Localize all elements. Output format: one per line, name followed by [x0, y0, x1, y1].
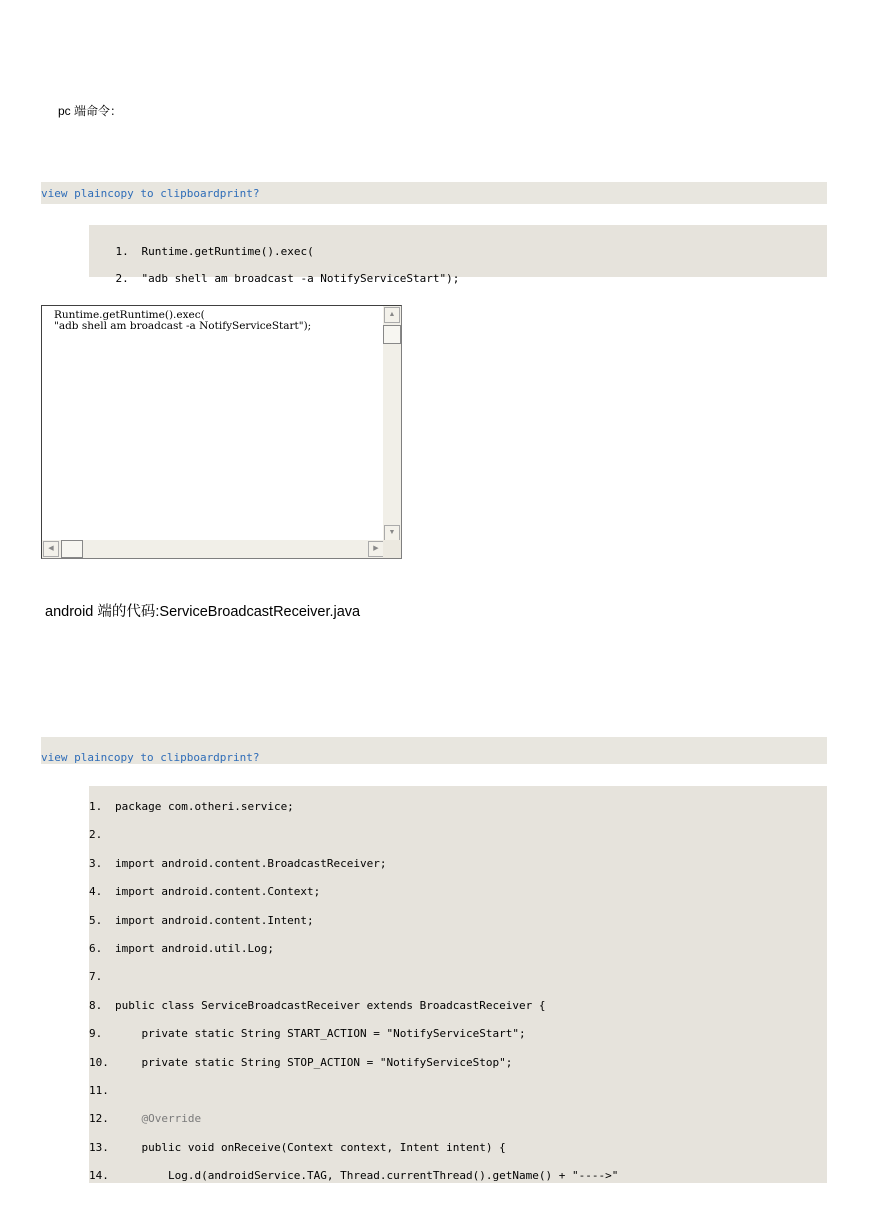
- code-line: [89, 1111, 201, 1127]
- line-text: private static String START_ACTION = "NotifyServiceStart";: [115, 1027, 526, 1041]
- line-number: 11.: [89, 1084, 109, 1097]
- vertical-scroll-thumb[interactable]: [383, 325, 401, 344]
- line-number: 14.: [89, 1169, 109, 1183]
- code-line: [89, 884, 320, 900]
- code-line: [89, 228, 314, 258]
- line-number: 5.: [89, 913, 103, 927]
- textarea-line: Runtime.getRuntime().exec(: [54, 309, 205, 321]
- scroll-up-icon[interactable]: ▲: [384, 307, 400, 323]
- vertical-scrollbar[interactable]: [383, 306, 401, 542]
- line-number: 3.: [89, 856, 103, 870]
- code-block-2: [89, 786, 827, 1183]
- line-text: "adb shell am broadcast -a NotifyServiceStart");: [141, 272, 460, 285]
- code-line: [89, 1168, 618, 1184]
- line-text: public void onReceive(Context context, Intent intent) {: [115, 1140, 506, 1154]
- line-text: @Override: [115, 1112, 202, 1126]
- line-text: Runtime.getRuntime().exec(: [141, 245, 314, 258]
- code-line: [89, 941, 274, 957]
- scroll-right-icon[interactable]: ▶: [368, 541, 384, 557]
- code-line: [89, 913, 314, 929]
- code-block-1: [89, 225, 827, 285]
- intro-text: pc 端命令：: [58, 104, 123, 118]
- line-number: 12.: [89, 1112, 109, 1126]
- horizontal-scroll-thumb[interactable]: [61, 540, 83, 558]
- code-line: [89, 255, 460, 285]
- textarea-content: [54, 310, 311, 332]
- line-number: 9.: [89, 1027, 103, 1041]
- code-toolbar-1: [41, 182, 827, 204]
- section-heading: android 端的代码:ServiceBroadcastReceiver.java: [45, 604, 361, 620]
- toolbar-links-1[interactable]: view plaincopy to clipboardprint?: [41, 187, 260, 200]
- code-line: [89, 1083, 115, 1099]
- line-text: import android.content.Context;: [115, 885, 321, 899]
- code-line: [89, 1140, 506, 1156]
- line-number: 10.: [89, 1055, 109, 1069]
- code-line: [89, 1055, 512, 1071]
- code-line: [89, 1026, 526, 1042]
- line-number: 13.: [89, 1140, 109, 1154]
- line-text: public class ServiceBroadcastReceiver extends BroadcastReceiver {: [115, 998, 546, 1012]
- line-number: 7.: [89, 970, 103, 984]
- code-line: [89, 856, 387, 872]
- textarea-line: "adb shell am broadcast -a NotifyServiceStart");: [54, 320, 312, 332]
- code-line: [89, 827, 115, 843]
- line-text: import android.util.Log;: [115, 942, 274, 955]
- scrollbar-corner: [383, 540, 401, 558]
- line-text: private static String STOP_ACTION = "NotifyServiceStop";: [115, 1055, 513, 1069]
- line-number: 4.: [89, 885, 103, 899]
- code-toolbar-2: [41, 737, 827, 764]
- code-line: [89, 998, 545, 1014]
- line-number: 6.: [89, 942, 103, 955]
- line-number: 2.: [115, 272, 129, 285]
- toolbar-links-2[interactable]: view plaincopy to clipboardprint?: [41, 751, 260, 764]
- code-textarea[interactable]: [41, 305, 402, 559]
- scroll-left-icon[interactable]: ◀: [43, 541, 59, 557]
- scroll-down-icon[interactable]: ▼: [384, 525, 400, 541]
- line-number: 8.: [89, 998, 103, 1012]
- code-line: [89, 799, 294, 815]
- line-number: 1.: [115, 245, 129, 258]
- code-line: [89, 969, 115, 985]
- horizontal-scrollbar[interactable]: [42, 540, 385, 558]
- line-text: Log.d(androidService.TAG, Thread.currentThread().getName() + "---->": [115, 1169, 619, 1183]
- line-text: import android.content.BroadcastReceiver;: [115, 856, 387, 870]
- line-text: import android.content.Intent;: [115, 913, 314, 927]
- line-number: 2.: [89, 828, 103, 842]
- line-number: 1.: [89, 800, 103, 813]
- line-text: package com.otheri.service;: [115, 800, 294, 813]
